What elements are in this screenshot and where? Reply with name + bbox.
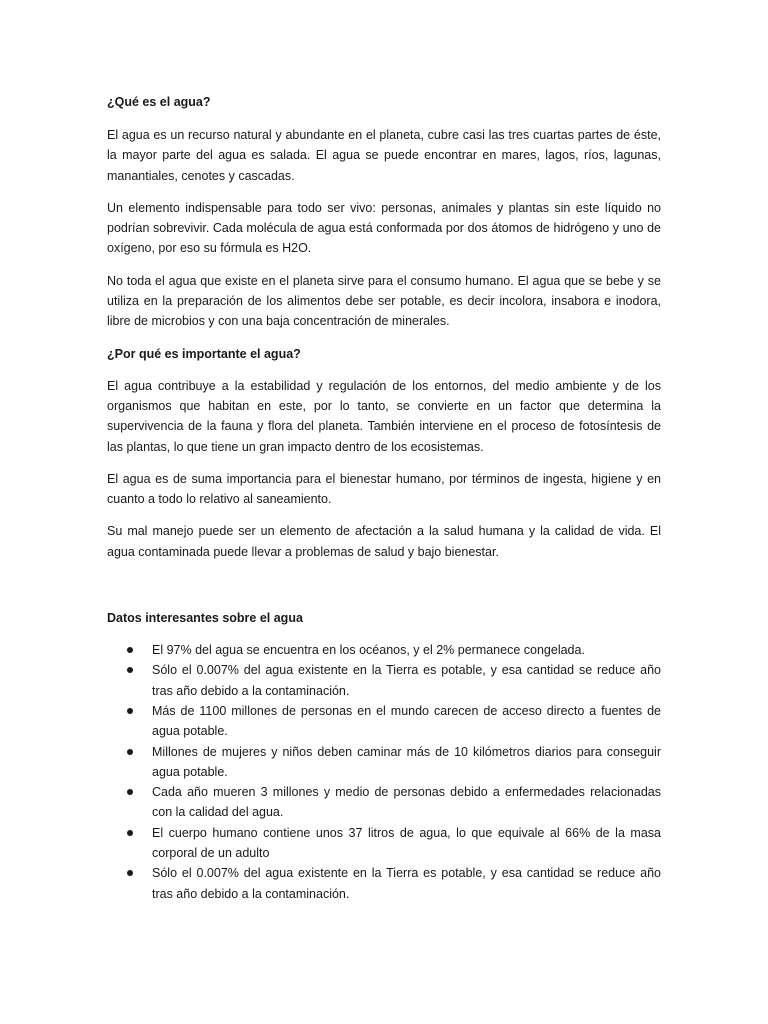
list-item-text: Más de 1100 millones de personas en el mundo carecen de acceso directo a fuentes de agua potable. — [152, 703, 661, 739]
bullet-icon — [127, 708, 133, 714]
bullet-icon — [127, 870, 133, 876]
list-item-text: Sólo el 0.007% del agua existente en la Tierra es potable, y esa cantidad se reduce año tras año debido a la contaminación. — [152, 663, 661, 698]
paragraph: El agua es un recurso natural y abundante en el planeta, cubre casi las tres cuartas partes de éste, la mayor parte del agua es salada. El agua se puede encontrar en mares, lagos, ríos, lagunas, manantiales, cenotes y cascadas. — [107, 128, 661, 183]
paragraph: No toda el agua que existe en el planeta sirve para el consumo humano. El agua que se bebe y se utiliza en la preparación de los alimentos debe ser potable, es decir incolora, insabora e inodora, libre de microbios y con una baja concentración de minerales. — [107, 273, 661, 329]
list-item-text: Cada año mueren 3 millones y medio de personas debido a enfermedades relacionadas con la calidad del agua. — [152, 785, 661, 820]
bullet-icon — [127, 667, 133, 673]
bullet-icon — [127, 789, 133, 795]
list-item — [107, 782, 661, 823]
section-heading-que-es: ¿Qué es el agua? — [107, 95, 211, 109]
list-item — [107, 701, 661, 742]
bullet-icon — [127, 749, 133, 755]
paragraph: El agua contribuye a la estabilidad y regulación de los entornos, del medio ambiente y de los organismos que habitan en este, por lo tanto, se convierte en un factor que determina la supervivencia de la fauna y flora del planeta. También interviene en el proceso de fotosíntesis de las plantas, lo que tiene un gran impacto dentro de los ecosistemas. — [107, 378, 661, 454]
list-item — [107, 863, 661, 904]
facts-list — [107, 640, 661, 904]
list-item — [107, 660, 661, 701]
paragraph: El agua es de suma importancia para el bienestar humano, por términos de ingesta, higiene y en cuanto a todo lo relativo al saneamiento. — [107, 471, 661, 507]
list-item-text: Sólo el 0.007% del agua existente en la Tierra es potable, y esa cantidad se reduce año tras año debido a la contaminación. — [152, 866, 661, 901]
paragraph: Su mal manejo puede ser un elemento de afectación a la salud humana y la calidad de vida. El agua contaminada puede llevar a problemas de salud y bajo bienestar. — [107, 524, 661, 559]
section-heading-importancia: ¿Por qué es importante el agua? — [107, 346, 301, 361]
list-item-text: El cuerpo humano contiene unos 37 litros de agua, lo que equivale al 66% de la masa corporal de un adulto — [152, 825, 661, 861]
list-item-text: El 97% del agua se encuentra en los océanos, y el 2% permanece congelada. — [152, 643, 585, 658]
list-item — [107, 823, 661, 864]
list-item-text: Millones de mujeres y niños deben caminar más de 10 kilómetros diarios para conseguir agua potable. — [152, 744, 661, 779]
list-item — [107, 742, 661, 783]
paragraph: Un elemento indispensable para todo ser vivo: personas, animales y plantas sin este líquido no podrían sobrevivir. Cada molécula de agua está conformada por dos átomos de hidrógeno y uno de oxígeno, por eso su fórmula es H2O. — [107, 200, 661, 256]
bullet-icon — [127, 647, 133, 653]
list-item — [107, 640, 661, 660]
bullet-icon — [127, 830, 133, 836]
section-heading-datos: Datos interesantes sobre el agua — [107, 611, 303, 626]
